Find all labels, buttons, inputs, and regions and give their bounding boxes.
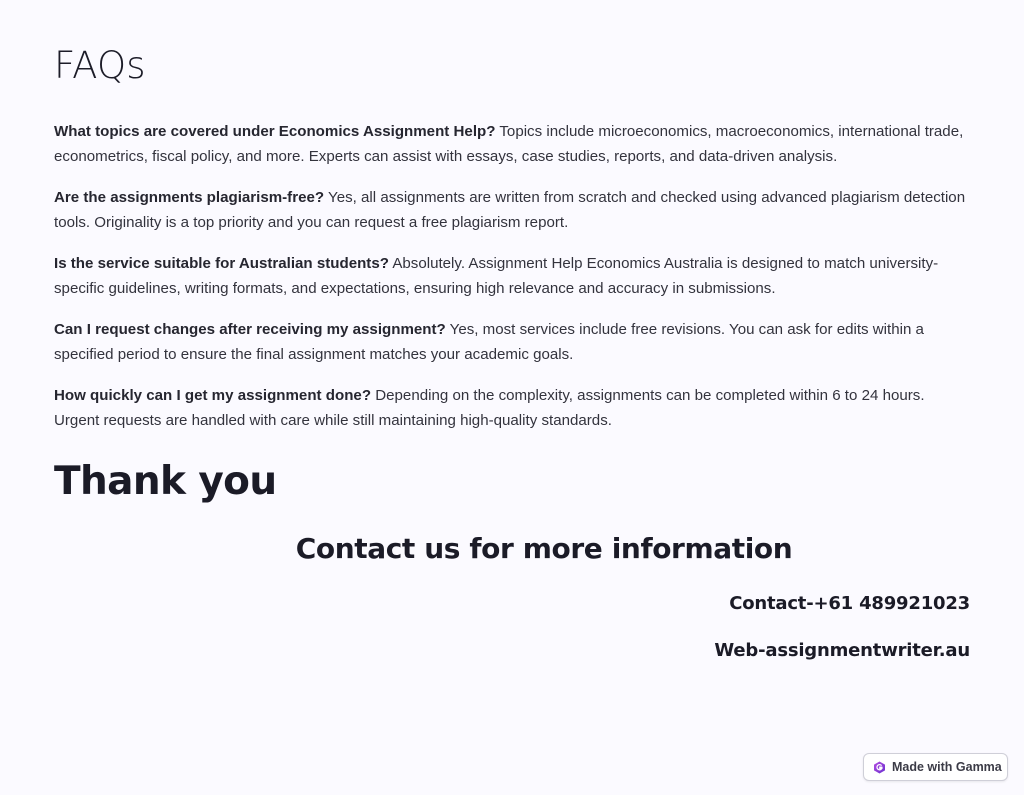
- faq-item: [54, 186, 970, 235]
- faq-item: [54, 318, 970, 367]
- faq-question: Are the assignments plagiarism-free?: [54, 189, 325, 206]
- faq-item: [54, 120, 970, 169]
- faq-question: How quickly can I get my assignment done?: [54, 387, 372, 404]
- faq-heading: FAQs: [54, 44, 146, 87]
- faq-question: What topics are covered under Economics Assignment Help?: [54, 123, 496, 140]
- faq-answer: Yes, most services include free revisions. You can ask for edits within a specified period to ensure the final assignment matches your academic goals.: [54, 321, 924, 363]
- made-with-gamma-button[interactable]: [863, 753, 1008, 781]
- faq-answer: Absolutely. Assignment Help Economics Australia is designed to match university-specific guidelines, writing formats, and expectations, ensuring high relevance and accuracy in submissions.: [54, 255, 939, 297]
- faq-item: [54, 252, 970, 301]
- faq-answer: Yes, all assignments are written from scratch and checked using advanced plagiarism detection tools. Originality is a top priority and you can request a free plagiarism report.: [54, 189, 966, 231]
- made-with-gamma-label: Made with Gamma: [892, 760, 1002, 774]
- contact-web: Web-assignmentwriter.au: [714, 640, 970, 661]
- faq-question: Is the service suitable for Australian students?: [54, 255, 389, 272]
- faq-answer: Topics include microeconomics, macroeconomics, international trade, econometrics, fiscal policy, and more. Experts can assist with essays, case studies, reports, and data-driven analysis.: [54, 123, 964, 165]
- contact-phone: Contact-+61 489921023: [729, 593, 970, 614]
- thank-you-heading: Thank you: [54, 459, 277, 504]
- faq-list: [54, 120, 970, 450]
- faq-item: [54, 384, 970, 433]
- faq-answer: Depending on the complexity, assignments can be completed within 6 to 24 hours. Urgent requests are handled with care while still maintaining high-quality standards.: [54, 387, 925, 429]
- slide-page: [54, 0, 970, 795]
- gamma-logo-icon: [873, 761, 886, 774]
- contact-heading: Contact us for more information: [295, 532, 793, 565]
- faq-question: Can I request changes after receiving my assignment?: [54, 321, 446, 338]
